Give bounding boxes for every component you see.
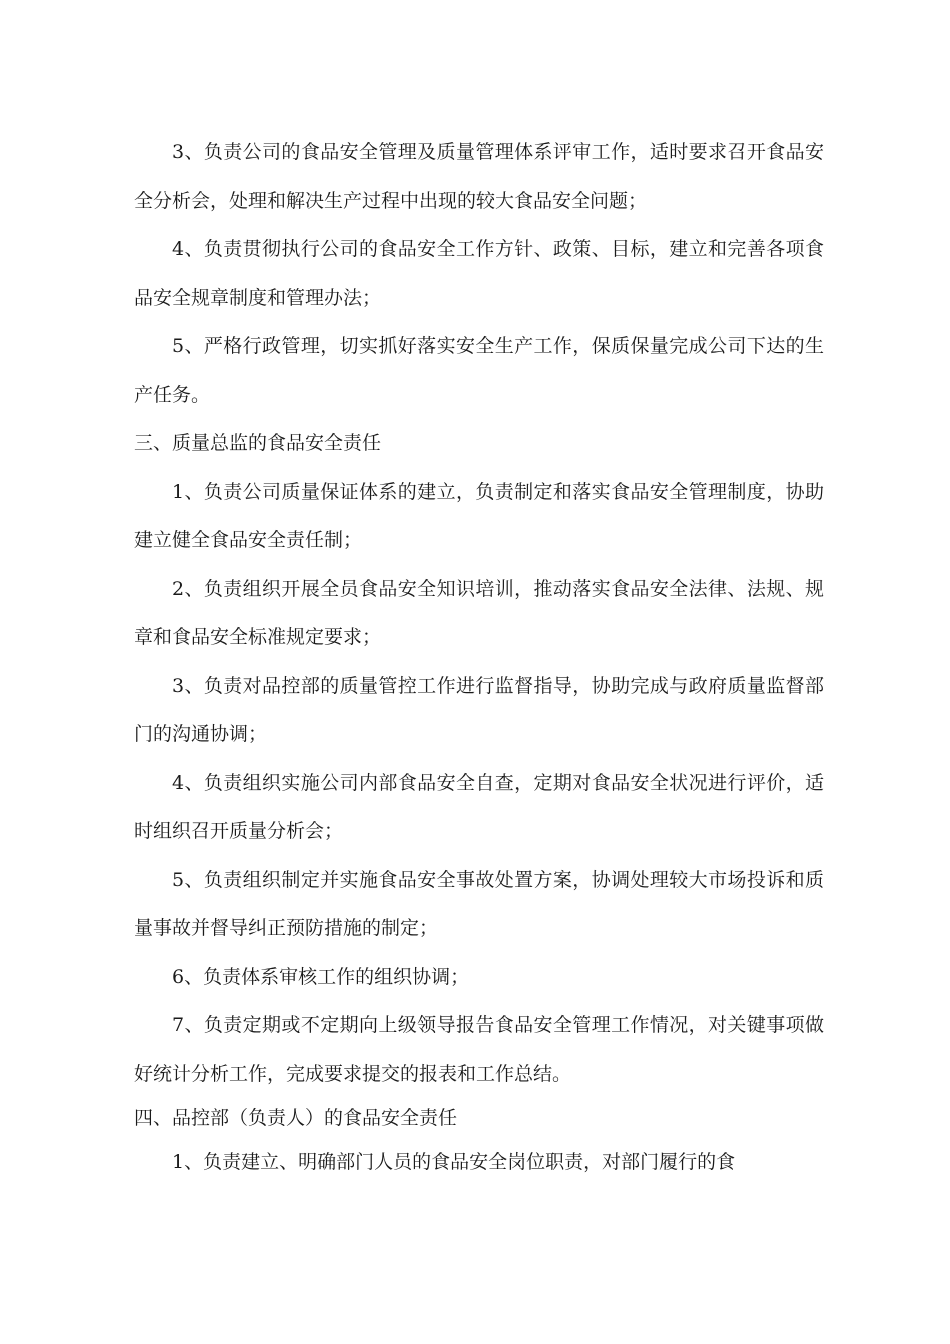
paragraph-item: 1、负责公司质量保证体系的建立，负责制定和落实食品安全管理制度，协助建立健全食品安全责任制； <box>134 480 824 551</box>
document-body <box>134 128 824 1187</box>
paragraph-item: 1、负责建立、明确部门人员的食品安全岗位职责，对部门履行的食 <box>172 1151 736 1173</box>
paragraph-item: 5、严格行政管理，切实抓好落实安全生产工作，保质保量完成公司下达的生产任务。 <box>134 335 824 406</box>
paragraph-item: 3、负责公司的食品安全管理及质量管理体系评审工作，适时要求召开食品安全分析会，处理和解决生产过程中出现的较大食品安全问题； <box>134 141 824 212</box>
paragraph-item: 3、负责对品控部的质量管控工作进行监督指导，协助完成与政府质量监督部门的沟通协调； <box>134 674 824 745</box>
paragraph-item: 6、负责体系审核工作的组织协调； <box>172 965 470 988</box>
paragraph-item: 2、负责组织开展全员食品安全知识培训，推动落实食品安全法律、法规、规章和食品安全标准规定要求； <box>134 577 824 648</box>
paragraph-item: 7、负责定期或不定期向上级领导报告食品安全管理工作情况，对关键事项做好统计分析工作，完成要求提交的报表和工作总结。 <box>134 1014 824 1085</box>
paragraph-item: 4、负责贯彻执行公司的食品安全工作方针、政策、目标，建立和完善各项食品安全规章制度和管理办法； <box>134 238 824 309</box>
section-heading: 三、质量总监的食品安全责任 <box>134 432 382 454</box>
paragraph-item: 4、负责组织实施公司内部食品安全自查，定期对食品安全状况进行评价，适时组织召开质量分析会； <box>134 771 824 842</box>
section-heading: 四、品控部（负责人）的食品安全责任 <box>134 1107 458 1129</box>
paragraph-item: 5、负责组织制定并实施食品安全事故处置方案，协调处理较大市场投诉和质量事故并督导纠正预防措施的制定； <box>134 868 824 939</box>
